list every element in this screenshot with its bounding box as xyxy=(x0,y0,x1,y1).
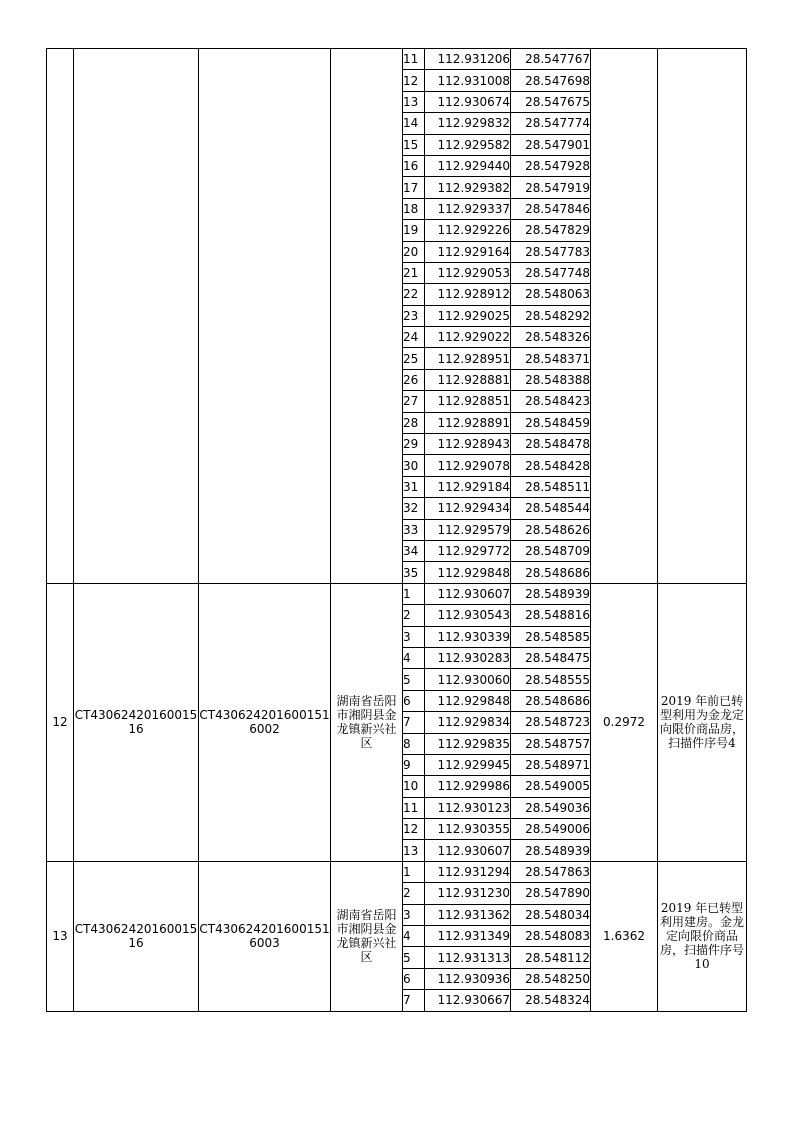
longitude-cell: 112.929945 xyxy=(425,754,511,775)
longitude-cell: 112.929579 xyxy=(425,519,511,540)
longitude-cell: 112.930060 xyxy=(425,669,511,690)
longitude-cell: 112.929772 xyxy=(425,540,511,561)
plot-code-cell xyxy=(199,49,331,584)
point-index-cell: 11 xyxy=(403,49,425,70)
point-index-cell: 4 xyxy=(403,647,425,668)
latitude-cell: 28.548250 xyxy=(511,968,591,989)
latitude-cell: 28.547829 xyxy=(511,220,591,241)
longitude-cell: 112.930339 xyxy=(425,626,511,647)
latitude-cell: 28.548083 xyxy=(511,926,591,947)
remark-cell: 2019 年已转型利用建房。金龙定向限价商品房，扫描件序号10 xyxy=(658,861,747,1011)
point-index-cell: 12 xyxy=(403,819,425,840)
point-index-cell: 20 xyxy=(403,241,425,262)
point-index-cell: 28 xyxy=(403,412,425,433)
point-index-cell: 4 xyxy=(403,926,425,947)
latitude-cell: 28.548939 xyxy=(511,583,591,604)
parcel-code-cell xyxy=(74,49,199,584)
point-index-cell: 1 xyxy=(403,861,425,882)
latitude-cell: 28.547783 xyxy=(511,241,591,262)
coordinate-table xyxy=(46,48,747,1012)
longitude-cell: 112.929025 xyxy=(425,305,511,326)
longitude-cell: 112.931349 xyxy=(425,926,511,947)
point-index-cell: 35 xyxy=(403,562,425,583)
remark-cell: 2019 年前已转型利用为金龙定向限价商品房，扫描件序号4 xyxy=(658,583,747,861)
latitude-cell: 28.548757 xyxy=(511,733,591,754)
point-index-cell: 30 xyxy=(403,455,425,476)
area-cell xyxy=(591,49,658,584)
longitude-cell: 112.931206 xyxy=(425,49,511,70)
longitude-cell: 112.929078 xyxy=(425,455,511,476)
point-index-cell: 24 xyxy=(403,327,425,348)
latitude-cell: 28.547863 xyxy=(511,861,591,882)
point-index-cell: 7 xyxy=(403,712,425,733)
latitude-cell: 28.548686 xyxy=(511,562,591,583)
latitude-cell: 28.547919 xyxy=(511,177,591,198)
latitude-cell: 28.547774 xyxy=(511,113,591,134)
point-index-cell: 31 xyxy=(403,476,425,497)
point-index-cell: 21 xyxy=(403,262,425,283)
latitude-cell: 28.548585 xyxy=(511,626,591,647)
area-cell: 1.6362 xyxy=(591,861,658,1011)
longitude-cell: 112.930674 xyxy=(425,91,511,112)
point-index-cell: 10 xyxy=(403,776,425,797)
latitude-cell: 28.549006 xyxy=(511,819,591,840)
plot-code-cell: CT4306242016001516003 xyxy=(199,861,331,1011)
latitude-cell: 28.548423 xyxy=(511,391,591,412)
longitude-cell: 112.930607 xyxy=(425,583,511,604)
latitude-cell: 28.548459 xyxy=(511,412,591,433)
longitude-cell: 112.929053 xyxy=(425,262,511,283)
longitude-cell: 112.929986 xyxy=(425,776,511,797)
location-cell xyxy=(331,49,403,584)
point-index-cell: 33 xyxy=(403,519,425,540)
longitude-cell: 112.931362 xyxy=(425,904,511,925)
latitude-cell: 28.548428 xyxy=(511,455,591,476)
longitude-cell: 112.930123 xyxy=(425,797,511,818)
latitude-cell: 28.547901 xyxy=(511,134,591,155)
latitude-cell: 28.548816 xyxy=(511,605,591,626)
point-index-cell: 17 xyxy=(403,177,425,198)
longitude-cell: 112.931230 xyxy=(425,883,511,904)
longitude-cell: 112.930667 xyxy=(425,990,511,1011)
latitude-cell: 28.548063 xyxy=(511,284,591,305)
latitude-cell: 28.547928 xyxy=(511,155,591,176)
table-row xyxy=(47,49,747,70)
point-index-cell: 13 xyxy=(403,91,425,112)
longitude-cell: 112.929848 xyxy=(425,690,511,711)
latitude-cell: 28.548626 xyxy=(511,519,591,540)
longitude-cell: 112.929337 xyxy=(425,198,511,219)
point-index-cell: 14 xyxy=(403,113,425,134)
longitude-cell: 112.928943 xyxy=(425,434,511,455)
longitude-cell: 112.929834 xyxy=(425,712,511,733)
longitude-cell: 112.930543 xyxy=(425,605,511,626)
parcel-seq-cell: 13 xyxy=(47,861,74,1011)
longitude-cell: 112.929582 xyxy=(425,134,511,155)
latitude-cell: 28.547846 xyxy=(511,198,591,219)
point-index-cell: 5 xyxy=(403,669,425,690)
point-index-cell: 2 xyxy=(403,605,425,626)
longitude-cell: 112.929848 xyxy=(425,562,511,583)
latitude-cell: 28.548939 xyxy=(511,840,591,861)
point-index-cell: 18 xyxy=(403,198,425,219)
point-index-cell: 22 xyxy=(403,284,425,305)
longitude-cell: 112.930355 xyxy=(425,819,511,840)
point-index-cell: 11 xyxy=(403,797,425,818)
longitude-cell: 112.928912 xyxy=(425,284,511,305)
latitude-cell: 28.548326 xyxy=(511,327,591,348)
latitude-cell: 28.548292 xyxy=(511,305,591,326)
latitude-cell: 28.548478 xyxy=(511,434,591,455)
point-index-cell: 12 xyxy=(403,70,425,91)
latitude-cell: 28.548686 xyxy=(511,690,591,711)
point-index-cell: 9 xyxy=(403,754,425,775)
point-index-cell: 27 xyxy=(403,391,425,412)
point-index-cell: 3 xyxy=(403,904,425,925)
latitude-cell: 28.548475 xyxy=(511,647,591,668)
point-index-cell: 6 xyxy=(403,968,425,989)
longitude-cell: 112.929434 xyxy=(425,498,511,519)
parcel-seq-cell: 12 xyxy=(47,583,74,861)
latitude-cell: 28.548112 xyxy=(511,947,591,968)
area-cell: 0.2972 xyxy=(591,583,658,861)
point-index-cell: 8 xyxy=(403,733,425,754)
latitude-cell: 28.549036 xyxy=(511,797,591,818)
longitude-cell: 112.931294 xyxy=(425,861,511,882)
latitude-cell: 28.548324 xyxy=(511,990,591,1011)
longitude-cell: 112.929835 xyxy=(425,733,511,754)
latitude-cell: 28.547767 xyxy=(511,49,591,70)
point-index-cell: 15 xyxy=(403,134,425,155)
latitude-cell: 28.549005 xyxy=(511,776,591,797)
table-row xyxy=(47,583,747,604)
parcel-code-cell: CT4306242016001516 xyxy=(74,861,199,1011)
point-index-cell: 6 xyxy=(403,690,425,711)
longitude-cell: 112.928851 xyxy=(425,391,511,412)
point-index-cell: 7 xyxy=(403,990,425,1011)
longitude-cell: 112.931008 xyxy=(425,70,511,91)
longitude-cell: 112.931313 xyxy=(425,947,511,968)
latitude-cell: 28.548511 xyxy=(511,476,591,497)
longitude-cell: 112.928881 xyxy=(425,369,511,390)
point-index-cell: 26 xyxy=(403,369,425,390)
longitude-cell: 112.929382 xyxy=(425,177,511,198)
location-cell: 湖南省岳阳市湘阴县金龙镇新兴社区 xyxy=(331,861,403,1011)
latitude-cell: 28.548544 xyxy=(511,498,591,519)
longitude-cell: 112.929832 xyxy=(425,113,511,134)
point-index-cell: 1 xyxy=(403,583,425,604)
latitude-cell: 28.548723 xyxy=(511,712,591,733)
latitude-cell: 28.548371 xyxy=(511,348,591,369)
plot-code-cell: CT4306242016001516002 xyxy=(199,583,331,861)
latitude-cell: 28.548388 xyxy=(511,369,591,390)
longitude-cell: 112.929164 xyxy=(425,241,511,262)
longitude-cell: 112.930283 xyxy=(425,647,511,668)
latitude-cell: 28.547698 xyxy=(511,70,591,91)
longitude-cell: 112.928891 xyxy=(425,412,511,433)
remark-cell xyxy=(658,49,747,584)
point-index-cell: 19 xyxy=(403,220,425,241)
latitude-cell: 28.548555 xyxy=(511,669,591,690)
point-index-cell: 3 xyxy=(403,626,425,647)
point-index-cell: 32 xyxy=(403,498,425,519)
point-index-cell: 29 xyxy=(403,434,425,455)
location-cell: 湖南省岳阳市湘阴县金龙镇新兴社区 xyxy=(331,583,403,861)
parcel-seq-cell xyxy=(47,49,74,584)
latitude-cell: 28.547890 xyxy=(511,883,591,904)
latitude-cell: 28.548709 xyxy=(511,540,591,561)
point-index-cell: 25 xyxy=(403,348,425,369)
point-index-cell: 34 xyxy=(403,540,425,561)
longitude-cell: 112.929440 xyxy=(425,155,511,176)
point-index-cell: 13 xyxy=(403,840,425,861)
longitude-cell: 112.929184 xyxy=(425,476,511,497)
latitude-cell: 28.548034 xyxy=(511,904,591,925)
longitude-cell: 112.929226 xyxy=(425,220,511,241)
longitude-cell: 112.930607 xyxy=(425,840,511,861)
table-row xyxy=(47,861,747,882)
point-index-cell: 23 xyxy=(403,305,425,326)
table-body xyxy=(47,49,747,1012)
latitude-cell: 28.547748 xyxy=(511,262,591,283)
longitude-cell: 112.929022 xyxy=(425,327,511,348)
point-index-cell: 5 xyxy=(403,947,425,968)
point-index-cell: 2 xyxy=(403,883,425,904)
longitude-cell: 112.930936 xyxy=(425,968,511,989)
parcel-code-cell: CT4306242016001516 xyxy=(74,583,199,861)
longitude-cell: 112.928951 xyxy=(425,348,511,369)
point-index-cell: 16 xyxy=(403,155,425,176)
latitude-cell: 28.548971 xyxy=(511,754,591,775)
latitude-cell: 28.547675 xyxy=(511,91,591,112)
